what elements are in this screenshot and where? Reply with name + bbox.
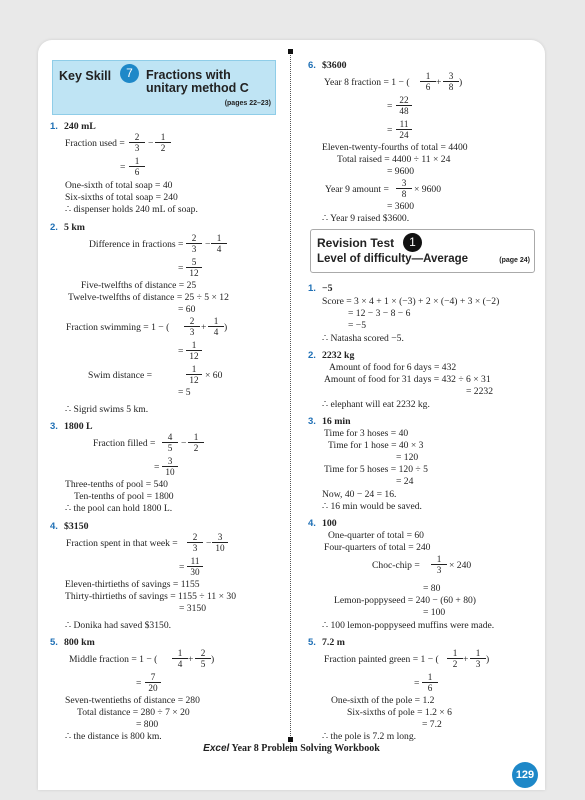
operator: − [148, 138, 154, 149]
working-line: Six-sixths of pole = 1.2 × 6 [347, 707, 452, 718]
answer: 1800 L [64, 421, 93, 432]
page-number-badge: 129 [512, 762, 538, 788]
fraction: $\frac{3}{8}$ [396, 178, 412, 199]
fraction: $\frac{1}{2}$ [447, 648, 463, 669]
answer: $3150 [64, 521, 89, 532]
working-line: Middle fraction = 1 − ( [69, 654, 158, 665]
operator: + [188, 654, 194, 665]
question-number: 2. [308, 350, 316, 361]
working-line: Fraction filled = [93, 438, 156, 449]
answer: 100 [322, 518, 337, 529]
working-line: = 80 [423, 583, 441, 594]
page-footer [38, 743, 545, 754]
answer: 800 km [64, 637, 95, 648]
answer: −5 [322, 283, 333, 294]
fraction: $\frac{1}{3}$ [431, 554, 447, 575]
working-line: = [387, 125, 393, 136]
working-line: Fraction spent in that week = [66, 538, 178, 549]
fraction: $\frac{1}{2}$ [188, 432, 204, 453]
working-line: = 800 [136, 719, 159, 730]
working-line: = 2232 [466, 386, 493, 397]
key-skill-topic [146, 69, 249, 95]
question-number: 1. [308, 283, 316, 294]
divider-end-marker [288, 737, 293, 742]
operator: − [206, 538, 212, 549]
working-line: Total raised = 4400 ÷ 11 × 24 [337, 154, 451, 165]
working-line: Four-quarters of total = 240 [324, 542, 431, 553]
question-number: 6. [308, 60, 316, 71]
fraction: $\frac{2}{3}$ [187, 532, 203, 553]
revision-test-page: (page 24) [499, 257, 530, 264]
fraction: $\frac{11}{24}$ [396, 119, 412, 140]
working-line: ∴ 100 lemon-poppyseed muffins were made. [322, 620, 495, 631]
answer: 5 km [64, 222, 85, 233]
operator: + [463, 654, 469, 665]
working-line: = [414, 678, 420, 689]
working-line: Choc-chip = [372, 560, 420, 571]
working-line: = −5 [348, 320, 367, 331]
topic-line-2: unitary method C [146, 81, 249, 95]
key-skill-label: Key Skill [59, 69, 112, 83]
fraction: $\frac{2}{3}$ [186, 233, 202, 254]
operator: ) [486, 654, 490, 665]
revision-test-title: Revision Test [317, 236, 395, 250]
working-line: Amount of food for 31 days = 432 ÷ 6 × 31 [324, 374, 491, 385]
operator: + [436, 77, 442, 88]
working-line: ∴ the distance is 800 km. [65, 731, 162, 742]
working-line: = [154, 462, 160, 473]
working-line: ∴ the pool can hold 1800 L. [65, 503, 173, 514]
working-line: Twelve-twelfths of distance = 25 ÷ 5 × 12 [68, 292, 229, 303]
answer: 7.2 m [322, 637, 345, 648]
question-number: 2. [50, 222, 58, 233]
fraction: $\frac{1}{6}$ [422, 672, 438, 693]
working-line: Seven-twentieths of distance = 280 [65, 695, 200, 706]
answer: 240 mL [64, 121, 96, 132]
fraction: $\frac{11}{30}$ [187, 556, 203, 577]
operator: ) [211, 654, 215, 665]
footer-title: Year 8 Problem Solving Workbook [231, 743, 380, 754]
revision-test-header [310, 229, 535, 273]
working-line: Time for 5 hoses = 120 ÷ 5 [324, 464, 428, 475]
fraction: $\frac{1}{2}$ [155, 132, 171, 153]
working-line: = [179, 562, 185, 573]
column-divider [290, 52, 291, 752]
topic-line-1: Fractions with [146, 68, 231, 82]
working-line: × 240 [449, 560, 472, 571]
question-number: 5. [50, 637, 58, 648]
working-line: Time for 1 hose = 40 × 3 [328, 440, 424, 451]
working-line: = [178, 346, 184, 357]
fraction: $\frac{1}{4}$ [208, 316, 224, 337]
question-number: 3. [308, 416, 316, 427]
working-line: Ten-tenths of pool = 1800 [74, 491, 174, 502]
working-line: Total distance = 280 ÷ 7 × 20 [77, 707, 190, 718]
fraction: $\frac{2}{5}$ [195, 648, 211, 669]
fraction: $\frac{1}{3}$ [470, 648, 486, 669]
operator: − [181, 438, 187, 449]
working-line: Swim distance = [88, 370, 153, 381]
working-line: Time for 3 hoses = 40 [324, 428, 409, 439]
working-line: Eleven-twenty-fourths of total = 4400 [322, 142, 468, 153]
working-line: Three-tenths of pool = 540 [65, 479, 168, 490]
working-line: = 12 − 3 − 8 − 6 [348, 308, 411, 319]
working-line: Six-sixths of total soap = 240 [65, 192, 178, 203]
working-line: = 5 [178, 387, 191, 398]
working-line: Fraction swimming = 1 − ( [66, 322, 170, 333]
working-line: Thirty-thirtieths of savings = 1155 ÷ 11 × 30 [65, 591, 236, 602]
working-line: × 60 [205, 370, 223, 381]
working-line: ∴ elephant will eat 2232 kg. [322, 399, 430, 410]
working-line: ∴ Year 9 raised $3600. [322, 213, 410, 224]
answer: 2232 kg [322, 350, 355, 361]
workbook-page [38, 40, 545, 790]
working-line: Now, 40 − 24 = 16. [322, 489, 397, 500]
key-skill-pages: (pages 22–23) [224, 100, 271, 107]
working-line: = [387, 101, 393, 112]
working-line: Year 8 fraction = 1 − ( [324, 77, 410, 88]
working-line: ∴ Donika had saved $3150. [65, 620, 172, 631]
working-line: Fraction painted green = 1 − ( [324, 654, 439, 665]
working-line: ∴ the pole is 7.2 m long. [322, 731, 417, 742]
fraction: $\frac{1}{12}$ [186, 364, 202, 385]
working-line: ∴ Sigrid swims 5 km. [65, 404, 149, 415]
working-line: Fraction used = [65, 138, 125, 149]
fraction: $\frac{1}{6}$ [129, 156, 145, 177]
question-number: 4. [50, 521, 58, 532]
working-line: = [120, 162, 126, 173]
working-line: = 100 [423, 607, 446, 618]
fraction: $\frac{4}{5}$ [162, 432, 178, 453]
working-line: ∴ 16 min would be saved. [322, 501, 422, 512]
fraction: $\frac{7}{20}$ [145, 672, 161, 693]
fraction: $\frac{3}{10}$ [212, 532, 228, 553]
answer: 16 min [322, 416, 351, 427]
working-line: = 3600 [387, 201, 414, 212]
operator: + [201, 322, 207, 333]
working-line: × 9600 [414, 184, 441, 195]
answer: $3600 [322, 60, 347, 71]
divider-end-marker [288, 49, 293, 54]
fraction: $\frac{22}{48}$ [396, 95, 412, 116]
working-line: = 7.2 [422, 719, 442, 730]
question-number: 1. [50, 121, 58, 132]
working-line: ∴ dispenser holds 240 mL of soap. [65, 204, 198, 215]
working-line: = [136, 678, 142, 689]
operator: ) [459, 77, 463, 88]
operator: ) [224, 322, 228, 333]
fraction: $\frac{2}{3}$ [129, 132, 145, 153]
working-line: Five-twelfths of distance = 25 [81, 280, 197, 291]
working-line: Difference in fractions = [89, 239, 184, 250]
working-line: One-sixth of total soap = 40 [65, 180, 173, 191]
fraction: $\frac{3}{8}$ [443, 71, 459, 92]
fraction: $\frac{3}{10}$ [162, 456, 178, 477]
fraction: $\frac{1}{12}$ [186, 340, 202, 361]
working-line: = 3150 [179, 603, 206, 614]
fraction: $\frac{1}{4}$ [211, 233, 227, 254]
question-number: 3. [50, 421, 58, 432]
working-line: Amount of food for 6 days = 432 [329, 362, 457, 373]
fraction: $\frac{5}{12}$ [186, 257, 202, 278]
footer-brand: Excel [203, 743, 230, 754]
question-number: 4. [308, 518, 316, 529]
working-line: = 24 [396, 476, 414, 487]
key-skill-header [52, 60, 276, 115]
working-line: = 9600 [387, 166, 414, 177]
revision-test-number-badge: 1 [403, 233, 422, 252]
working-line: Lemon-poppyseed = 240 − (60 + 80) [334, 595, 476, 606]
fraction: $\frac{2}{3}$ [184, 316, 200, 337]
working-line: One-quarter of total = 60 [328, 530, 424, 541]
working-line: Eleven-thirtieths of savings = 1155 [65, 579, 200, 590]
question-number: 5. [308, 637, 316, 648]
operator: − [205, 239, 211, 250]
key-skill-number-badge: 7 [120, 64, 139, 83]
working-line: Year 9 amount = [325, 184, 389, 195]
revision-test-subtitle: Level of difficulty—Average [317, 253, 469, 265]
fraction: $\frac{1}{4}$ [172, 648, 188, 669]
working-line: = 120 [396, 452, 419, 463]
working-line: ∴ Natasha scored −5. [322, 333, 404, 344]
working-line: = 60 [178, 304, 196, 315]
fraction: $\frac{1}{6}$ [420, 71, 436, 92]
working-line: Score = 3 × 4 + 1 × (−3) + 2 × (−4) + 3 × (−2) [322, 296, 500, 307]
working-line: One-sixth of the pole = 1.2 [331, 695, 435, 706]
working-line: = [178, 263, 184, 274]
